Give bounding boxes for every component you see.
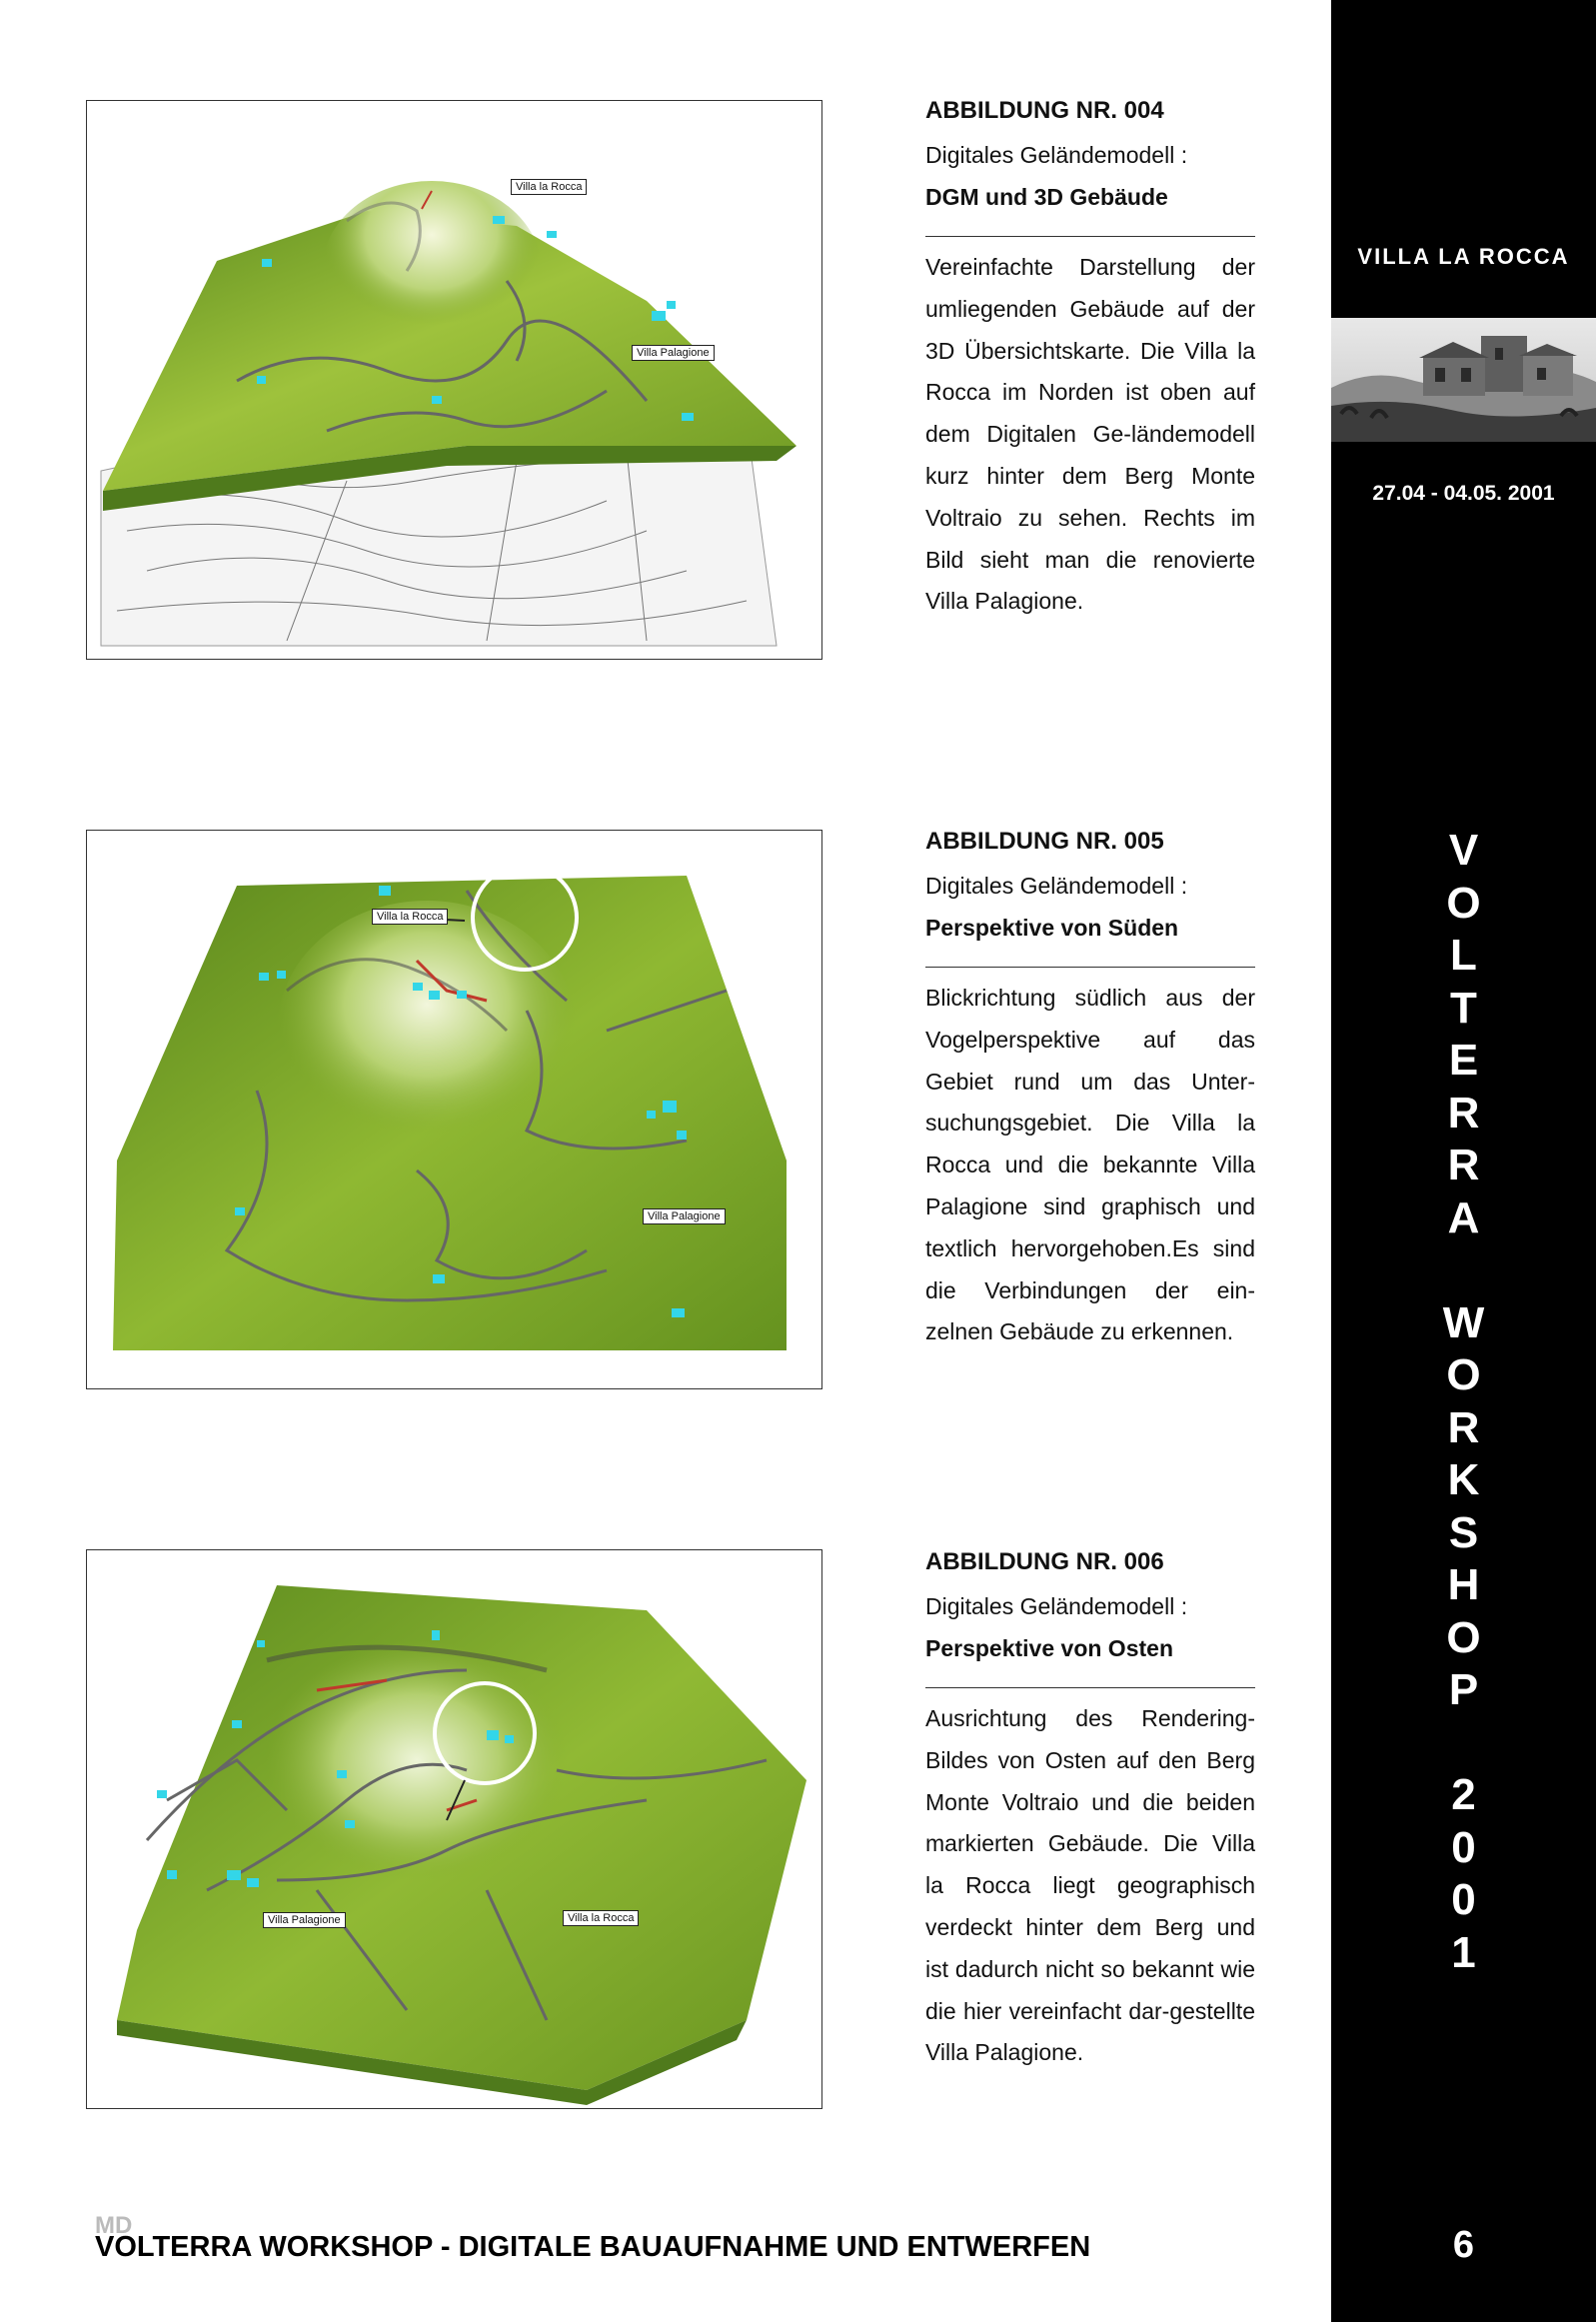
vertical-letter: R <box>1447 1088 1480 1138</box>
figure-subtitle-bold: Perspektive von Osten <box>925 1635 1173 1661</box>
divider <box>925 967 1255 968</box>
vertical-letter: O <box>1446 878 1481 928</box>
vertical-letter: R <box>1447 1141 1480 1189</box>
label-villa-palagione: Villa Palagione <box>632 345 715 361</box>
vertical-letter: S <box>1448 1507 1479 1557</box>
vertical-letter: 0 <box>1451 1822 1476 1872</box>
md-watermark: MD <box>95 2212 133 2239</box>
figure-004-image <box>86 100 822 660</box>
figure-subtitle: Digitales Geländemodell : <box>925 873 1188 899</box>
page-number: 6 <box>1452 2224 1475 2266</box>
vertical-letter: T <box>1450 983 1477 1033</box>
sidebar-dates: 27.04 - 04.05. 2001 <box>1372 482 1555 505</box>
vertical-letter: O <box>1446 1350 1481 1399</box>
vertical-letter: V <box>1448 826 1479 875</box>
vertical-letter: H <box>1447 1560 1480 1609</box>
terrain-render-004 <box>87 101 822 660</box>
sidebar-title: VILLA LA ROCCA <box>1357 244 1570 269</box>
label-villa-palagione: Villa Palagione <box>643 1208 726 1224</box>
figure-description: Blickrichtung südlich aus der Vogelperspektive auf das Gebiet rund um das Unter-suchungsgebiet. Die Villa la Rocca und die bekannte Villa Palagione sind graphisch und textlich hervorgehoben.Es sind die Verbindungen der ein-zelnen Gebäude zu erkennen. <box>925 985 1255 1345</box>
figure-004-text <box>925 88 1255 623</box>
vertical-letter: A <box>1447 1192 1480 1242</box>
terrain-render-006 <box>87 1550 822 2109</box>
terrain-render-005 <box>87 831 822 1389</box>
figure-005-text <box>925 819 1255 1353</box>
figure-subtitle: Digitales Geländemodell : <box>925 142 1188 168</box>
figure-subtitle-bold: DGM und 3D Gebäude <box>925 184 1168 210</box>
figure-subtitle-bold: Perspektive von Süden <box>925 915 1179 941</box>
figure-heading: ABBILDUNG NR. 006 <box>925 1548 1164 1575</box>
label-villa-la-rocca: Villa la Rocca <box>511 179 587 195</box>
figure-006-image <box>86 1549 822 2109</box>
vertical-letter: L <box>1450 931 1477 980</box>
figure-heading: ABBILDUNG NR. 004 <box>925 97 1164 124</box>
sidebar <box>1331 0 1596 2322</box>
vertical-letter: 1 <box>1451 1927 1476 1977</box>
vertical-letter: K <box>1447 1455 1480 1504</box>
vertical-letter <box>1331 1717 1596 1770</box>
figure-005-image <box>86 830 822 1389</box>
label-villa-la-rocca: Villa la Rocca <box>563 1910 639 1926</box>
figure-006-text <box>925 1539 1255 2074</box>
label-villa-palagione: Villa Palagione <box>263 1912 346 1928</box>
divider <box>925 236 1255 237</box>
vertical-letter: E <box>1448 1036 1479 1085</box>
vertical-letter: P <box>1448 1665 1479 1714</box>
figure-heading: ABBILDUNG NR. 005 <box>925 828 1164 855</box>
vertical-letter <box>1331 1244 1596 1297</box>
vertical-letter: 2 <box>1451 1770 1476 1819</box>
figure-description: Vereinfachte Darstellung der umliegenden Gebäude auf der 3D Übersichtskarte. Die Villa la Rocca im Norden ist oben auf dem Digitalen Ge-ländemodell kurz hinter dem Berg Monte Voltraio zu sehen. Rechts im Bild sieht man die renovierte Villa Palagione. <box>925 254 1255 615</box>
label-villa-la-rocca: Villa la Rocca <box>372 909 448 925</box>
villa-photo <box>1331 318 1596 442</box>
divider <box>925 1687 1255 1688</box>
vertical-letter: 0 <box>1451 1875 1476 1924</box>
figure-subtitle: Digitales Geländemodell : <box>925 1593 1188 1619</box>
figure-description: Ausrichtung des Rendering-Bildes von Osten auf den Berg Monte Voltraio und die beiden markierten Gebäude. Die Villa la Rocca liegt geographisch verdeckt hinter dem Berg und ist dadurch nicht so bekannt wie die hier vereinfacht dar-gestellte Villa Palagione. <box>925 1705 1255 2066</box>
vertical-workshop-title <box>1331 825 1596 1979</box>
footer-title: VOLTERRA WORKSHOP - DIGITALE BAUAUFNAHME UND ENTWERFEN <box>95 2231 1091 2263</box>
vertical-letter: W <box>1442 1297 1485 1347</box>
vertical-letter: R <box>1447 1402 1480 1452</box>
vertical-letter: O <box>1446 1612 1481 1662</box>
